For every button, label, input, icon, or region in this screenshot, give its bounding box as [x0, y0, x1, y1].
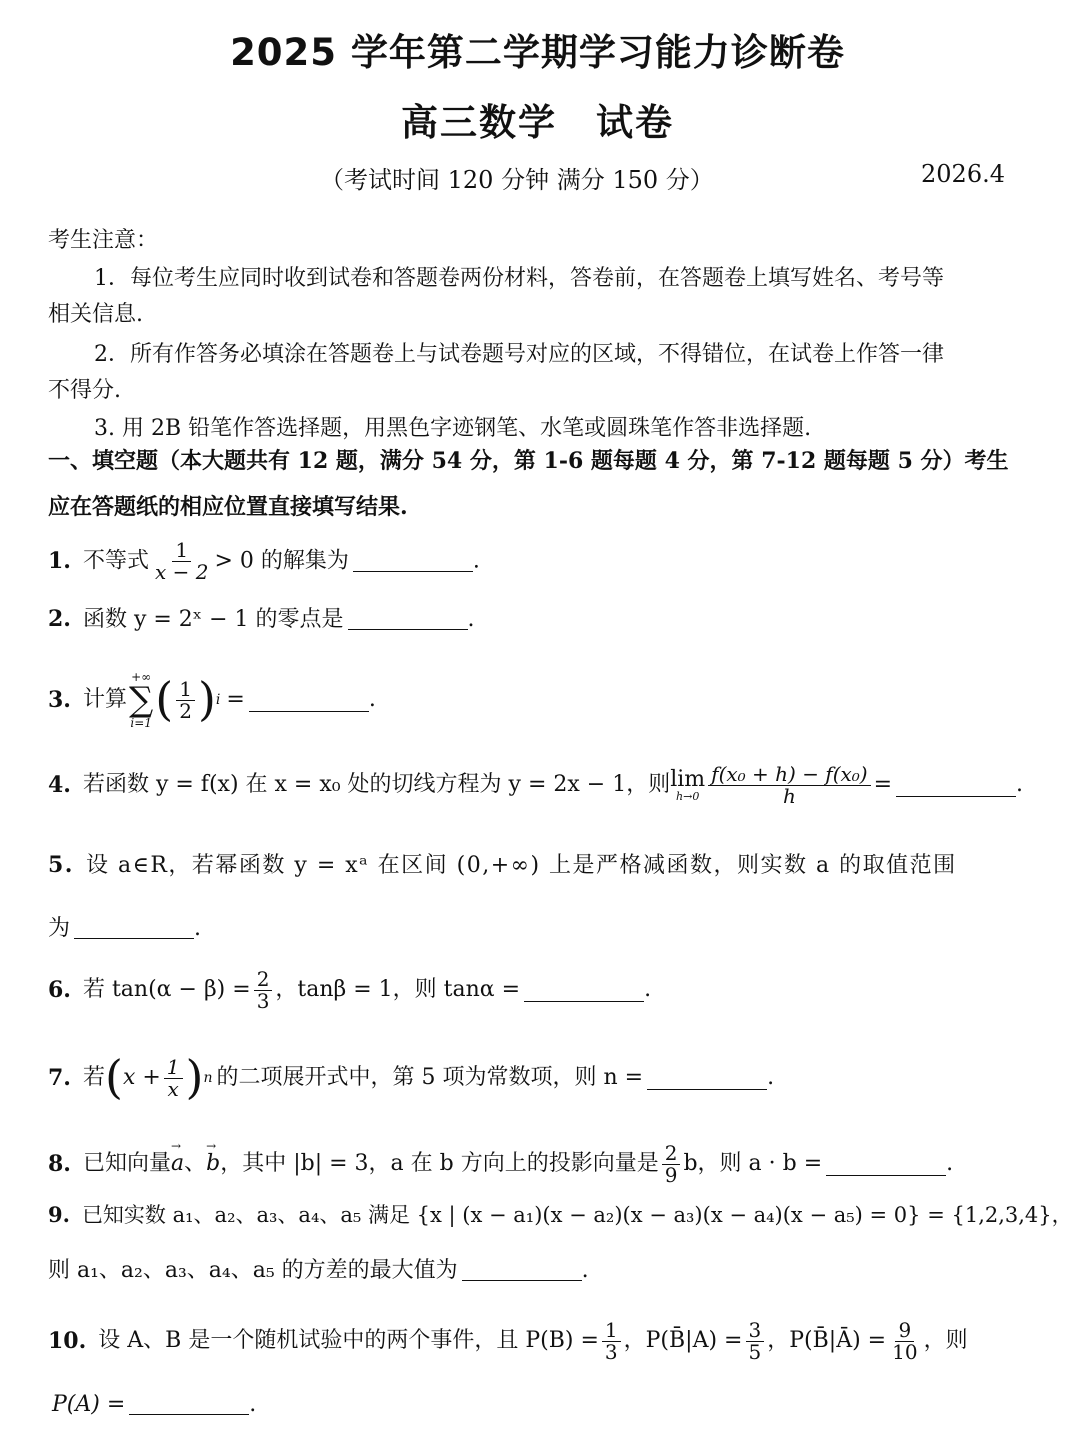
q4-suffix: =	[873, 771, 893, 797]
notice-item-1-line-1: 1．每位考生应同时收到试卷和答题卷两份材料，答卷前，在答题卷上填写姓名、考号等	[94, 266, 944, 291]
q1-frac-den: x − 2	[154, 560, 209, 584]
question-number: 10.	[48, 1327, 87, 1354]
q4-fraction	[708, 761, 870, 808]
question-6	[48, 962, 651, 1018]
q4-limit	[670, 766, 706, 803]
question-8	[48, 1136, 953, 1192]
answer-blank-8[interactable]	[826, 1153, 946, 1176]
exam-title: 2025 学年第二学期学习能力诊断卷	[230, 31, 845, 74]
question-5	[48, 852, 957, 879]
q5-line-1: 设 a∈R，若幂函数 y = xᵃ 在区间 (0,+∞) 上是严格减函数，则实数 a 的取值范围	[85, 853, 957, 878]
q8-fraction	[662, 1140, 681, 1187]
q1-frac-num: 1	[172, 540, 191, 562]
notice-heading: 考生注意：	[48, 228, 159, 253]
q8-frac-num: 2	[662, 1143, 681, 1165]
q8-mid-2: a 在 b 方向上的投影向量是	[390, 1150, 659, 1176]
q3-frac-num: 1	[176, 679, 195, 701]
question-10-line-2	[52, 1392, 256, 1418]
answer-blank-6[interactable]	[524, 979, 644, 1002]
q6-frac-den: 3	[256, 988, 270, 1013]
q6-fraction	[254, 966, 273, 1013]
period: .	[472, 548, 480, 574]
question-4	[48, 755, 1023, 815]
period: .	[581, 1258, 589, 1283]
question-number: 4.	[48, 771, 71, 798]
q10-line-2-text: P(A) =	[52, 1392, 126, 1417]
q3-sum-bottom: i=1	[130, 716, 152, 730]
period: .	[368, 686, 376, 712]
q3-frac-den: 2	[179, 698, 192, 723]
q7-inner: x +	[122, 1064, 161, 1090]
notice-item-1-line-2: 相关信息.	[48, 302, 143, 327]
q9-line-1: 已知实数 a₁、a₂、a₃、a₄、a₅ 满足 {x | (x − a₁)(x − a₂)(x − a₃)(x − a₄)(x − a₅) = 0} = {1,2,3,4}，	[81, 1203, 1073, 1227]
answer-blank-4[interactable]	[896, 774, 1016, 797]
exam-info: （考试时间 120 分钟 满分 150 分）	[320, 166, 714, 194]
q8-prefix: 已知向量	[82, 1150, 171, 1176]
question-10	[48, 1312, 968, 1370]
q4-lim-top: lim	[670, 766, 706, 792]
question-9-line-2	[48, 1258, 589, 1284]
q10-mid-1: ，P(B̄|A) =	[623, 1327, 743, 1353]
notice-item-2-line-1: 2．所有作答务必填涂在答题卷上与试卷题号对应的区域，不得错位，在试卷上作答一律	[94, 342, 944, 367]
period: .	[1016, 771, 1024, 797]
right-paren-icon: )	[197, 672, 216, 727]
q3-sum-top: +∞	[131, 670, 152, 684]
question-number: 8.	[48, 1150, 71, 1177]
q4-frac-den: h	[782, 783, 796, 808]
q3-exponent: i	[215, 691, 221, 708]
answer-blank-2[interactable]	[348, 607, 468, 630]
q3-suffix: =	[226, 686, 245, 712]
period: .	[249, 1392, 257, 1417]
exam-subtitle: 高三数学 试卷	[401, 101, 674, 144]
answer-blank-5[interactable]	[74, 916, 194, 939]
notice-item-2-line-2: 不得分.	[48, 378, 121, 403]
q10-f3-num: 9	[895, 1320, 914, 1342]
question-number: 2.	[48, 606, 71, 632]
q10-f2-den: 5	[748, 1339, 762, 1364]
q3-fraction	[176, 676, 195, 723]
period: .	[194, 916, 202, 941]
notice-item-3: 3. 用 2B 铅笔作答选择题，用黑色字迹钢笔、水笔或圆珠笔作答非选择题.	[94, 416, 812, 441]
q10-suffix: ，则	[923, 1327, 968, 1353]
q10-fraction-1	[602, 1317, 621, 1364]
question-number: 3.	[48, 686, 71, 713]
question-number: 9.	[48, 1202, 70, 1227]
exam-date: 2026.4	[921, 160, 1005, 188]
question-2	[48, 606, 475, 633]
sigma-icon: ∑	[128, 680, 154, 720]
question-number: 7.	[48, 1064, 71, 1091]
q6-prefix: 若 tan(α − β) =	[82, 976, 251, 1002]
q10-mid-2: ，P(B̄|Ā) =	[767, 1327, 887, 1353]
q4-lim-bottom: h→0	[676, 789, 700, 803]
q7-frac-den: x	[167, 1076, 179, 1101]
q10-fraction-3	[889, 1317, 920, 1364]
q3-prefix: 计算	[82, 686, 127, 712]
period: .	[644, 976, 652, 1002]
vector-b: → b	[206, 1151, 220, 1177]
question-number: 5.	[48, 852, 74, 878]
answer-blank-1[interactable]	[353, 549, 473, 572]
q8-suffix: b，则 a · b =	[683, 1150, 823, 1176]
q7-prefix: 若	[82, 1064, 105, 1090]
q10-prefix: 设 A、B 是一个随机试验中的两个事件，且 P(B) =	[98, 1327, 599, 1353]
q10-f2-num: 3	[746, 1320, 765, 1342]
q4-prefix: 若函数 y = f(x) 在 x = x₀ 处的切线方程为 y = 2x − 1，则	[82, 771, 671, 797]
left-paren-icon: (	[104, 1050, 123, 1105]
question-number: 1.	[48, 547, 71, 574]
q7-frac-num: 1	[164, 1057, 183, 1079]
q10-fraction-2	[746, 1317, 765, 1364]
section-1-heading-line-1: 一、填空题（本大题共有 12 题，满分 54 分，第 1-6 题每题 4 分，第 7-12 题每题 5 分）考生	[48, 448, 1009, 474]
section-1-heading-line-2: 应在答题纸的相应位置直接填写结果.	[48, 494, 408, 520]
q6-frac-num: 2	[254, 969, 273, 991]
q4-frac-num: f(x₀ + h) − f(x₀)	[708, 764, 870, 786]
q1-fraction	[152, 540, 211, 583]
question-3	[48, 660, 376, 740]
q8-frac-den: 9	[664, 1162, 678, 1187]
question-9	[48, 1202, 1073, 1228]
answer-blank-3[interactable]	[249, 689, 369, 712]
q8-mid: ，其中 |b| = 3，	[220, 1150, 391, 1176]
q1-suffix: > 0 的解集为	[214, 548, 349, 574]
q7-suffix: 的二项展开式中，第 5 项为常数项，则 n =	[216, 1064, 644, 1090]
period: .	[946, 1150, 954, 1176]
answer-blank-9[interactable]	[462, 1258, 582, 1281]
q10-f1-den: 3	[604, 1339, 618, 1364]
period: .	[767, 1064, 775, 1090]
left-paren-icon: (	[155, 672, 174, 727]
q9-line-2-text: 则 a₁、a₂、a₃、a₄、a₅ 的方差的最大值为	[48, 1258, 458, 1283]
q3-sum	[129, 671, 153, 729]
q5-line-2-text: 为	[48, 916, 71, 941]
question-5-line-2	[48, 916, 201, 942]
q8-sep: 、	[184, 1150, 207, 1176]
answer-blank-10[interactable]	[129, 1392, 249, 1415]
q10-f1-num: 1	[602, 1320, 621, 1342]
q7-fraction	[164, 1054, 183, 1101]
q6-suffix: ，tanβ = 1，则 tanα =	[275, 976, 521, 1002]
question-number: 6.	[48, 976, 71, 1003]
period: .	[467, 607, 475, 632]
q2-text: 函数 y = 2ˣ − 1 的零点是	[82, 607, 344, 632]
q7-exponent: n	[203, 1069, 213, 1086]
right-paren-icon: )	[185, 1050, 204, 1105]
q10-f3-den: 10	[892, 1339, 918, 1364]
answer-blank-7[interactable]	[647, 1067, 767, 1090]
question-1	[48, 540, 480, 583]
vector-a: → a	[171, 1151, 184, 1177]
q1-prefix: 不等式	[82, 548, 149, 574]
question-7	[48, 1046, 774, 1110]
